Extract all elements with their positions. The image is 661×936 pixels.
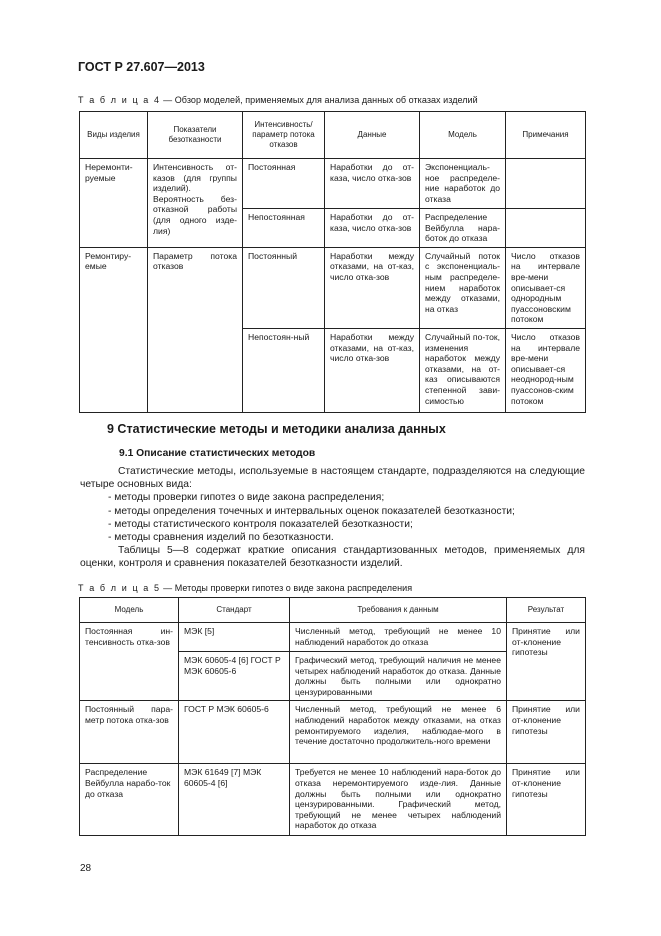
table-cell: Ремонтиру-емые (80, 247, 148, 412)
table-cell: Распределение Вейбулла нара-боток до отказа (420, 209, 506, 248)
table-cell: Число отказов на интервале вре-мени описывает-ся неоднород-ным пуассонов-ским потоком (506, 328, 586, 412)
subsection-title: 9.1 Описание статистических методов (119, 448, 316, 459)
table5 (79, 597, 586, 836)
table5-header-cell: Результат (507, 598, 586, 623)
table4-caption (78, 95, 478, 105)
table-cell: ГОСТ Р МЭК 60605-6 (179, 701, 290, 764)
table4-caption-text: — Обзор моделей, применяемых для анализа данных об отказах изделий (160, 95, 478, 105)
table-cell: Принятие или от-клонение гипотезы (507, 701, 586, 764)
intro-paragraph: Статистические методы, используемые в настоящем стандарте, подразделяются на следующие четыре основных вида: (80, 466, 585, 491)
table-cell: Распределение Вейбулла нарабо-ток до отказа (80, 764, 179, 836)
table-cell: Принятие или от-клонение гипотезы (507, 623, 586, 701)
section-title: 9 Статистические методы и методики анализа данных (107, 422, 446, 436)
table-row (80, 764, 586, 836)
table-cell: Интенсивность от-казов (для группы изделий). Вероятность без-отказной работы (для одного изде-лия) (148, 159, 243, 248)
table-cell: Наработки между отказами, на от-каз, число отка-зов (325, 247, 420, 328)
document-header: ГОСТ Р 27.607—2013 (78, 60, 205, 74)
table-row (80, 623, 586, 652)
page-number: 28 (80, 863, 92, 874)
table-row (80, 159, 586, 209)
table-cell: Постоянный пара-метр потока отка-зов (80, 701, 179, 764)
table4-header-row (80, 112, 586, 159)
table-cell: МЭК [5] (179, 623, 290, 652)
table4-header-cell: Виды изделия (80, 112, 148, 159)
table-cell: Неремонти-руемые (80, 159, 148, 248)
table-cell: МЭК 61649 [7] МЭК 60605-4 [6] (179, 764, 290, 836)
table5-header-row (80, 598, 586, 623)
table-cell: Численный метод, требующий не менее 6 наблюдений наработок между отказами, на отказ ремонтируемого изделия, наблюдае-мого в течение достаточно продолжитель-ного времени (290, 701, 507, 764)
table4-header-cell: Примечания (506, 112, 586, 159)
table-row (80, 247, 586, 328)
section-body (80, 465, 585, 571)
table-cell: Принятие или от-клонение гипотезы (507, 764, 586, 836)
table-cell: МЭК 60605-4 [6] ГОСТ Р МЭК 60605-6 (179, 652, 290, 701)
table5-caption (78, 583, 412, 593)
table-cell (506, 209, 586, 248)
table-cell: Случайный поток с экспоненциаль-ным распределе-нием наработок между отказами, на отказ (420, 247, 506, 328)
table5-header-cell: Модель (80, 598, 179, 623)
table-cell: Наработки до от-каза, число отка-зов (325, 159, 420, 209)
list-item: - методы статистического контроля показателей безотказности; (108, 518, 413, 530)
table-cell: Наработки до от-каза, число отка-зов (325, 209, 420, 248)
closing-paragraph: Таблицы 5—8 содержат краткие описания стандартизованных методов, применяемых для оценки, контроля и сравнения показателей безотказности изделий. (80, 545, 585, 570)
table5-header-cell: Требования к данным (290, 598, 507, 623)
table5-caption-text: — Методы проверки гипотез о виде закона распределения (160, 583, 413, 593)
table-cell: Постоянная (243, 159, 325, 209)
table4-caption-prefix: Т а б л и ц а 4 (78, 95, 161, 105)
table-cell: Параметр потока отказов (148, 247, 243, 412)
table5-header-cell: Стандарт (179, 598, 290, 623)
table-cell: Непостоянная (243, 209, 325, 248)
list-item: - методы проверки гипотез о виде закона распределения; (108, 492, 385, 504)
table-cell: Экспоненциаль-ное распределе-ние наработок до отказа (420, 159, 506, 209)
table4 (79, 111, 586, 413)
table4-header-cell: Интенсивность/ параметр потока отказов (243, 112, 325, 159)
table-cell: Случайный по-ток, изменения наработок между отказами, на от-каз описываются степенной зави-симостью (420, 328, 506, 412)
table-cell: Постоянная ин-тенсивность отка-зов (80, 623, 179, 701)
table-cell: Число отказов на интервале вре-мени описывает-ся однородным пуассоновским потоком (506, 247, 586, 328)
table-cell: Непостоян-ный (243, 328, 325, 412)
table4-header-cell: Данные (325, 112, 420, 159)
table-cell (506, 159, 586, 209)
list-item: - методы сравнения изделий по безотказности. (108, 532, 334, 544)
table4-header-cell: Показатели безотказности (148, 112, 243, 159)
table-cell: Постоянный (243, 247, 325, 328)
table-cell: Численный метод, требующий не менее 10 наблюдений наработок до отказа (290, 623, 507, 652)
table-cell: Требуется не менее 10 наблюдений нара-боток до отказа неремонтируемого изде-лия. Данные должны быть полными или однократно цензурированными. Графический метод, требующий не менее четырех наблюдений наработок до отказа (290, 764, 507, 836)
table-row (80, 701, 586, 764)
table-cell: Графический метод, требующий наличия не менее четырех наблюдений наработок до отказа. Данные должны быть полными или однократно цензурированными (290, 652, 507, 701)
table-cell: Наработки между отказами, на от-каз, число отка-зов (325, 328, 420, 412)
table4-header-cell: Модель (420, 112, 506, 159)
table5-caption-prefix: Т а б л и ц а 5 (78, 583, 161, 593)
list-item: - методы определения точечных и интервальных оценок показателей безотказности; (108, 505, 515, 517)
